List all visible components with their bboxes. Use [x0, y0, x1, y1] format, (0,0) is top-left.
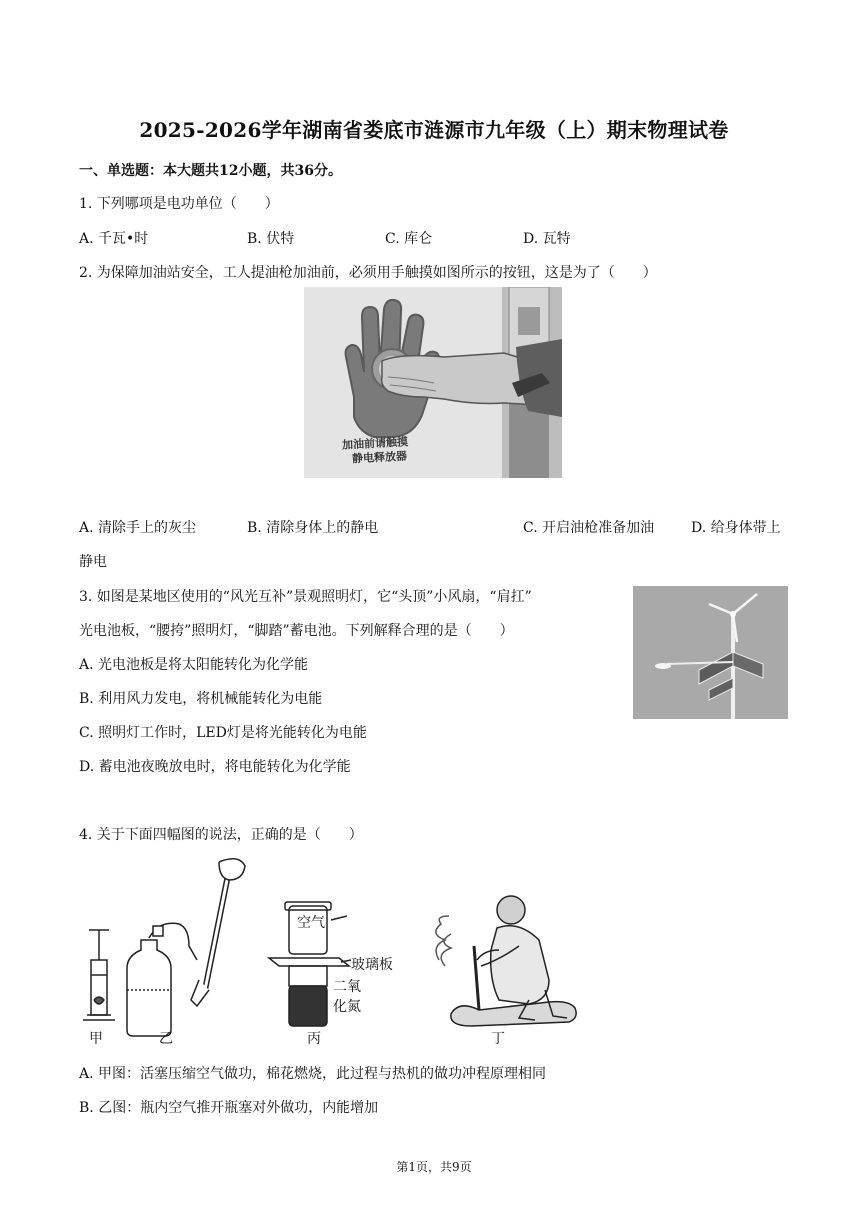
- question-4-stem: 4. 关于下面四幅图的说法，正确的是（ ）: [79, 827, 363, 843]
- question-2-option-d: D. 给身体带上: [691, 520, 781, 536]
- figure-jia: [83, 930, 115, 1020]
- label-jia: 甲: [89, 1031, 103, 1047]
- static-discharge-photo: [304, 287, 562, 478]
- page-title: 2025-2026学年湖南省娄底市涟源市九年级（上）期末物理试卷: [139, 118, 729, 142]
- question-3-option-a: A. 光电池板是将太阳能转化为化学能: [79, 657, 309, 673]
- question-4-option-b: B. 乙图：瓶内空气推开瓶塞对外做功，内能增加: [79, 1100, 379, 1116]
- label-no2-line1: 二氧: [333, 979, 361, 995]
- question-2-option-b: B. 清除身体上的静电: [247, 520, 379, 536]
- question-2-option-d-wrap: 静电: [79, 554, 107, 570]
- question-2-option-a: A. 清除手上的灰尘: [79, 520, 197, 536]
- question-4-figures: [79, 850, 579, 1050]
- question-1-option-a: A. 千瓦•时: [79, 231, 149, 247]
- question-1-option-b: B. 伏特: [247, 231, 295, 247]
- label-glass-plate: 玻璃板: [351, 957, 393, 973]
- question-3-stem-line1: 3. 如图是某地区使用的“风光互补”景观照明灯，它“头顶”小风扇，“肩扛”: [79, 589, 532, 605]
- question-1-option-c: C. 库仑: [385, 231, 433, 247]
- question-3-stem-line2: 光电池板，“腰挎”照明灯，“脚踏”蓄电池。下列解释合理的是（ ）: [79, 623, 514, 639]
- photo-caption-line2: 静电释放器: [351, 449, 408, 466]
- question-4-option-a: A. 甲图：活塞压缩空气做功，棉花燃烧，此过程与热机的做功冲程原理相同: [79, 1066, 547, 1082]
- label-bing: 丙: [307, 1031, 321, 1047]
- figure-yi: [127, 859, 245, 1036]
- question-1-stem: 1. 下列哪项是电功单位（ ）: [79, 196, 279, 212]
- photo-caption-line1: 加油前请触摸: [341, 435, 409, 452]
- page-footer: 第1页，共9页: [396, 1160, 472, 1174]
- label-no2-line2: 化氮: [333, 999, 361, 1015]
- question-2-stem: 2. 为保障加油站安全，工人提油枪加油前，必须用手触摸如图所示的按钮，这是为了（ ）: [79, 265, 657, 281]
- question-3-option-b: B. 利用风力发电，将机械能转化为电能: [79, 691, 323, 707]
- label-ding: 丁: [491, 1031, 505, 1047]
- section-header: 一、单选题：本大题共12小题，共36分。: [79, 163, 342, 179]
- label-yi: 乙: [159, 1031, 173, 1047]
- question-1-option-d: D. 瓦特: [523, 231, 571, 247]
- wind-solar-lamp-photo: [633, 586, 788, 719]
- figure-ding: [436, 896, 576, 1026]
- question-2-option-c: C. 开启油枪准备加油: [523, 520, 655, 536]
- question-3-option-d: D. 蓄电池夜晚放电时，将电能转化为化学能: [79, 759, 351, 775]
- label-air: 空气: [297, 915, 325, 931]
- question-3-option-c: C. 照明灯工作时，LED灯是将光能转化为电能: [79, 725, 367, 741]
